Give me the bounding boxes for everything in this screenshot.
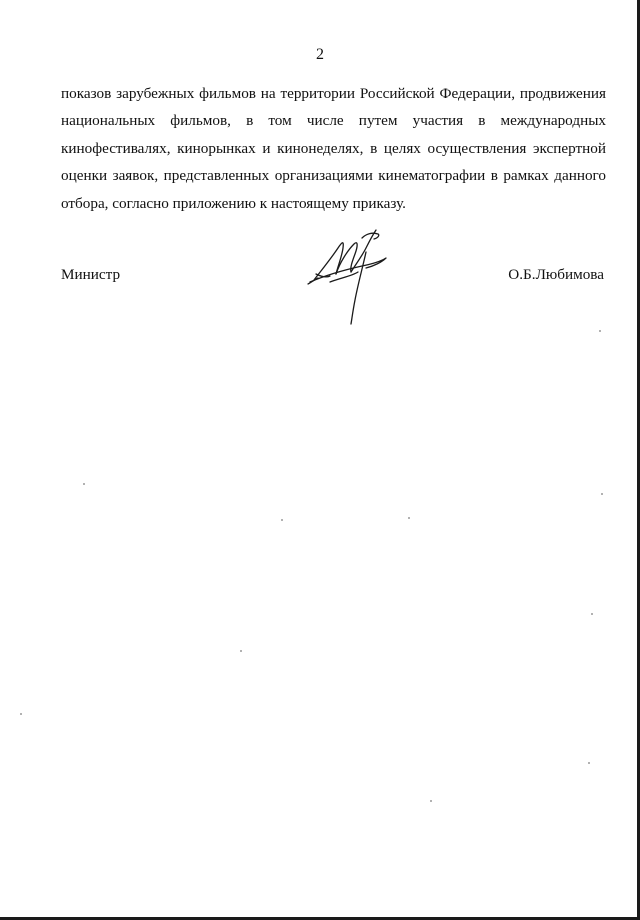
signatory-title: Министр <box>61 266 121 283</box>
order-paragraph <box>61 80 606 217</box>
scan-speck <box>588 762 590 764</box>
scan-speck <box>281 519 283 521</box>
handwritten-signature <box>300 222 410 327</box>
scan-speck <box>430 800 432 802</box>
paragraph-line: национальных фильмов, в том числе путем участия в международных <box>61 112 606 130</box>
paragraph-line: отбора, согласно приложению к настоящему приказу. <box>61 194 406 212</box>
scan-speck <box>83 483 85 485</box>
scan-speck <box>591 613 593 615</box>
scan-speck <box>601 493 603 495</box>
scan-speck <box>599 330 601 332</box>
paragraph-line: кинофестивалях, кинорынках и кинонеделях, в целях осуществления экспертной <box>61 139 606 157</box>
paragraph-line: оценки заявок, представленных организациями кинематографии в рамках данного <box>61 167 606 185</box>
scan-speck <box>240 650 242 652</box>
scan-speck <box>20 713 22 715</box>
signatory-name: О.Б.Любимова <box>508 266 604 283</box>
paragraph-line: показов зарубежных фильмов на территории Российской Федерации, продвижения <box>61 85 606 102</box>
page-number: 2 <box>316 46 324 63</box>
scan-speck <box>408 517 410 519</box>
